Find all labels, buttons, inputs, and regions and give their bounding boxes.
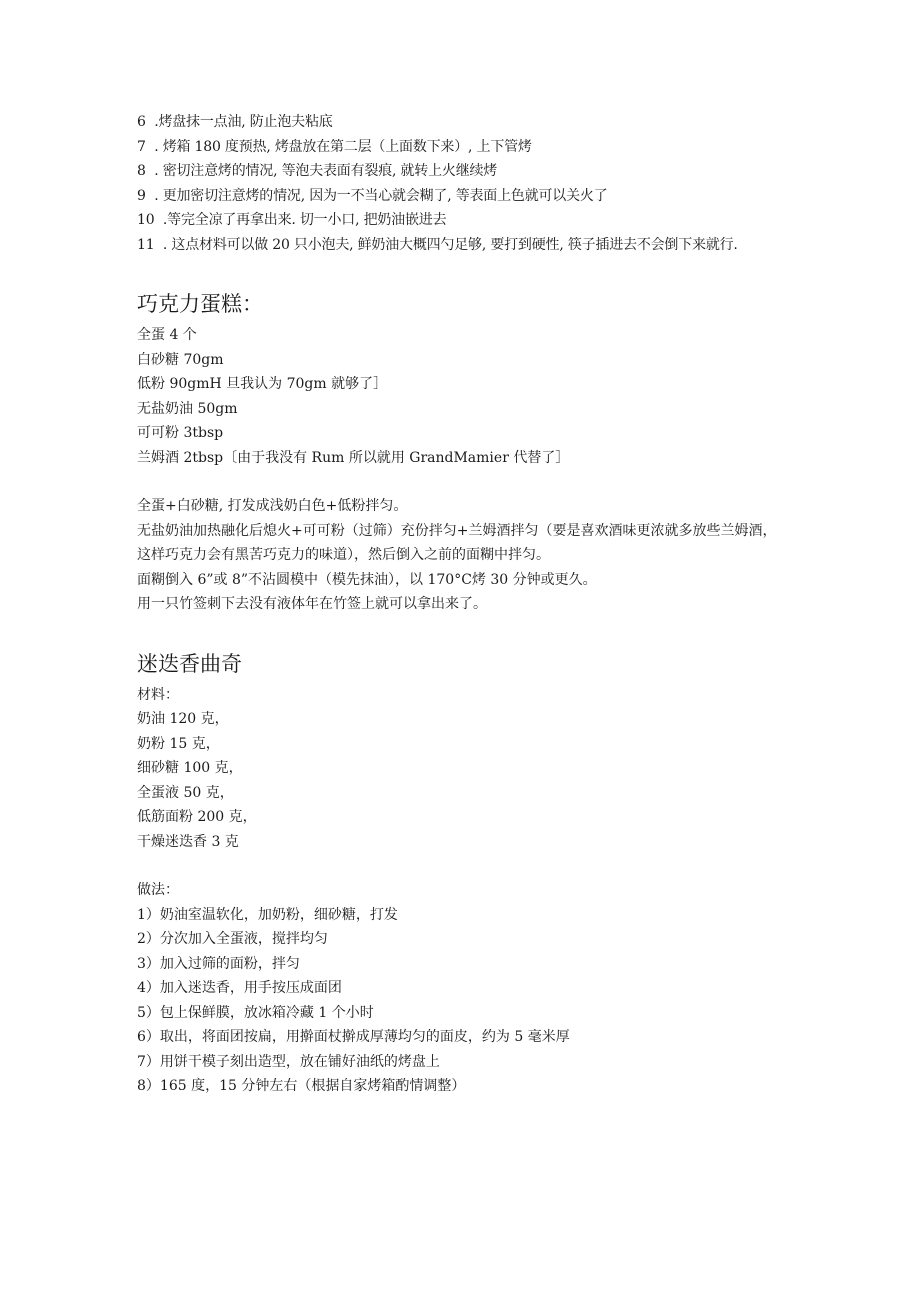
list-item: 1）奶油室温软化，加奶粉，细砂糖，打发	[137, 906, 398, 923]
ingredient-item: 兰姆酒 2tbsp〔由于我没有 Rum 所以就用 GrandMamier 代替了］	[137, 449, 570, 466]
ingredient-item: 白砂糖 70gm	[137, 351, 224, 368]
ingredient-item: 无盐奶油 50gm	[137, 400, 238, 417]
list-item: 7 . 烤箱 180 度预热, 烤盘放在第二层（上面数下来）, 上下管烤	[137, 138, 532, 155]
list-item: 8）165 度，15 分钟左右（根据自家烤箱酌情调整）	[137, 1078, 466, 1094]
ingredient-item: 干燥迷迭香 3 克	[137, 833, 239, 850]
method-paragraph: 用一只竹签刺下去没有液体年在竹签上就可以拿出来了。	[137, 596, 487, 612]
method-paragraph: 全蛋+白砂糖, 打发成浅奶白色+低粉拌匀。	[137, 498, 408, 514]
ingredient-item: 低粉 90gmH 旦我认为 70gm 就够了］	[137, 376, 388, 392]
chocolate-cake-method	[137, 494, 787, 617]
ingredient-item: 奶油 120 克，	[137, 711, 229, 727]
ingredient-item: 细砂糖 100 克，	[137, 760, 243, 776]
method-paragraph: 无盐奶油加热融化后熄火+可可粉（过筛）充份拌匀+兰姆酒拌匀（要是喜欢酒味更浓就多放些兰姆酒，这样巧克力会有黑苦巧克力的味道），然后倒入之前的面糊中拌匀。	[137, 522, 777, 563]
list-item: 6）取出，将面团按扁，用擀面杖擀成厚薄均匀的面皮，约为 5 毫米厚	[137, 1029, 570, 1045]
list-item: 11 . 这点材料可以做 20 只小泡夫, 鲜奶油大概四勺足够, 要打到硬性, 筷子插进去不会倒下来就行.	[137, 236, 738, 253]
ingredient-item: 奶粉 15 克，	[137, 735, 220, 752]
chocolate-cake-heading: 巧克力蛋糕：	[137, 292, 263, 316]
list-item: 10 .等完全凉了再拿出来. 切一小口, 把奶油嵌进去	[137, 212, 447, 228]
chocolate-cake-ingredients	[137, 323, 787, 470]
choux-steps-list	[137, 110, 787, 257]
list-item: 6 .烤盘抹一点油, 防止泡夫粘底	[137, 114, 333, 130]
ingredient-item: 可可粉 3tbsp	[137, 425, 224, 441]
rosemary-materials-list	[137, 707, 787, 854]
method-label: 做法：	[137, 882, 179, 898]
ingredient-item: 全蛋液 50 克，	[137, 784, 234, 801]
rosemary-cookies-heading: 迷迭香曲奇	[137, 651, 242, 676]
list-item: 4）加入迷迭香，用手按压成面团	[137, 980, 342, 996]
list-item: 5）包上保鲜膜，放冰箱冷藏 1 个小时	[137, 1004, 374, 1021]
document-page	[137, 110, 787, 1099]
ingredient-item: 低筋面粉 200 克，	[137, 809, 257, 825]
list-item: 8 . 密切注意烤的情况, 等泡夫表面有裂痕, 就转上火继续烤	[137, 163, 498, 179]
list-item: 7）用饼干模子刻出造型，放在铺好油纸的烤盘上	[137, 1053, 440, 1070]
list-item: 2）分次加入全蛋液，搅拌均匀	[137, 931, 328, 947]
materials-label: 材料：	[137, 686, 179, 703]
list-item: 9 . 更加密切注意烤的情况, 因为一不当心就会糊了, 等表面上色就可以关火了	[137, 187, 608, 204]
list-item: 3）加入过筛的面粉，拌匀	[137, 955, 300, 972]
method-paragraph: 面糊倒入 6”或 8”不沾圆模中（模先抹油），以 170°C烤 30 分钟或更久。	[137, 571, 597, 588]
rosemary-steps-list	[137, 903, 787, 1099]
ingredient-item: 全蛋 4 个	[137, 327, 197, 343]
